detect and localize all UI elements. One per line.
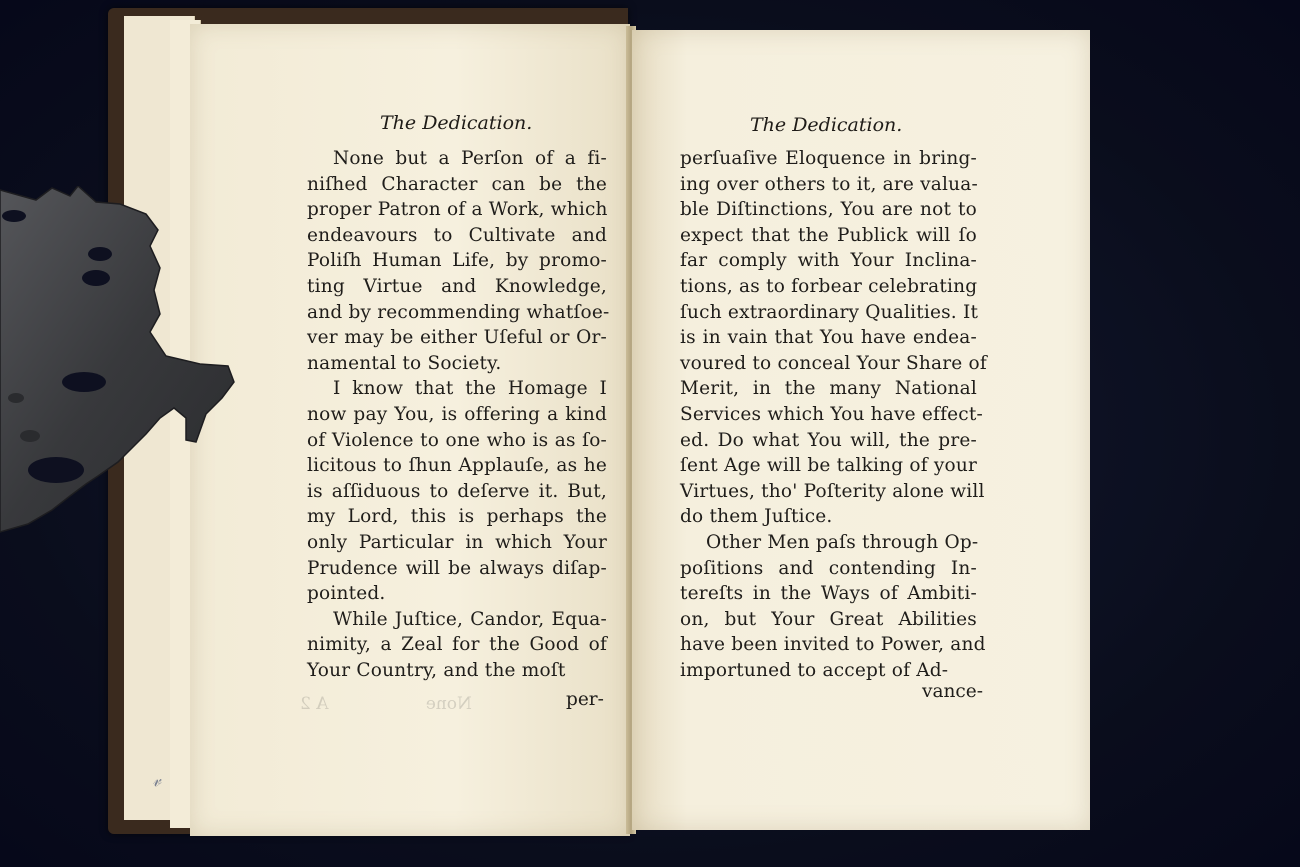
text-line: perſuaſive Eloquence in bring- [680, 148, 977, 169]
text-line: ver may be either Uſeful or Or- [307, 327, 607, 349]
left-catchword: per- [566, 689, 604, 710]
text-line: None but a Perſon of a fi- [333, 148, 607, 169]
text-line: expect that the Publick will ſo [680, 224, 977, 246]
text-line: and by recommending whatſoe- [307, 301, 610, 323]
text-line: namental to Society. [307, 352, 502, 374]
right-catchword: vance- [922, 681, 983, 702]
left-page-text [307, 146, 610, 683]
pencil-mark: 𝓋 [150, 769, 163, 792]
text-line: Your Country, and the moſt [307, 659, 566, 681]
text-line: do them Juſtice. [680, 506, 833, 528]
text-line: licitous to ſhun Applauſe, as he [307, 455, 607, 477]
text-line: tereſts in the Ways of Ambiti- [680, 583, 977, 605]
text-line: Services which You have effect- [680, 403, 983, 425]
text-line: far comply with Your Inclina- [680, 250, 977, 272]
text-line: ſuch extraordinary Qualities. It [680, 301, 979, 323]
text-line: is aſſiduous to deſerve it. But, [307, 480, 607, 502]
text-line: ſent Age will be talking of your [680, 455, 977, 477]
text-line: voured to conceal Your Share of [680, 352, 987, 374]
text-line: While Juſtice, Candor, Equa- [333, 608, 607, 630]
text-line: only Particular in which Your [307, 531, 607, 553]
text-line: importuned to accept of Ad- [680, 659, 949, 681]
right-running-head: The Dedication. [750, 114, 903, 136]
text-line: now pay You, is offering a kind [307, 403, 607, 425]
show-through-text: None A 2 [300, 694, 472, 714]
text-line: ble Diſtinctions, You are not to [680, 199, 977, 221]
text-line: pointed. [307, 583, 386, 605]
text-line: is in vain that You have endea- [680, 327, 977, 349]
text-line: proper Patron of a Work, which [307, 199, 608, 221]
left-running-head: The Dedication. [380, 112, 533, 134]
text-line: Virtues, tho' Poſterity alone will [680, 480, 985, 502]
text-line: Poliſh Human Life, by promo- [307, 250, 607, 272]
text-line: niſhed Character can be the [307, 173, 607, 195]
text-line: ing over others to it, are valua- [680, 173, 978, 195]
text-line: nimity, a Zeal for the Good of [307, 634, 607, 656]
text-line: Prudence will be always diſap- [307, 557, 607, 579]
text-line: Merit, in the many National [680, 378, 977, 400]
text-line: Other Men paſs through Op- [706, 531, 979, 553]
text-line: of Violence to one who is as ſo- [307, 429, 607, 451]
text-line: ting Virtue and Knowledge, [307, 275, 607, 297]
text-line: tions, as to forbear celebrating [680, 275, 978, 297]
text-line: poſitions and contending In- [680, 557, 977, 579]
text-line: endeavours to Cultivate and [307, 224, 607, 246]
text-line: ed. Do what You will, the pre- [680, 429, 977, 451]
text-line: my Lord, this is perhaps the [307, 506, 607, 528]
right-page-text [680, 146, 987, 683]
text-line: have been invited to Power, and [680, 634, 986, 656]
text-line: I know that the Homage I [333, 378, 607, 400]
metal-bookmark-icon [0, 186, 236, 536]
text-line: on, but Your Great Abilities [680, 608, 977, 630]
